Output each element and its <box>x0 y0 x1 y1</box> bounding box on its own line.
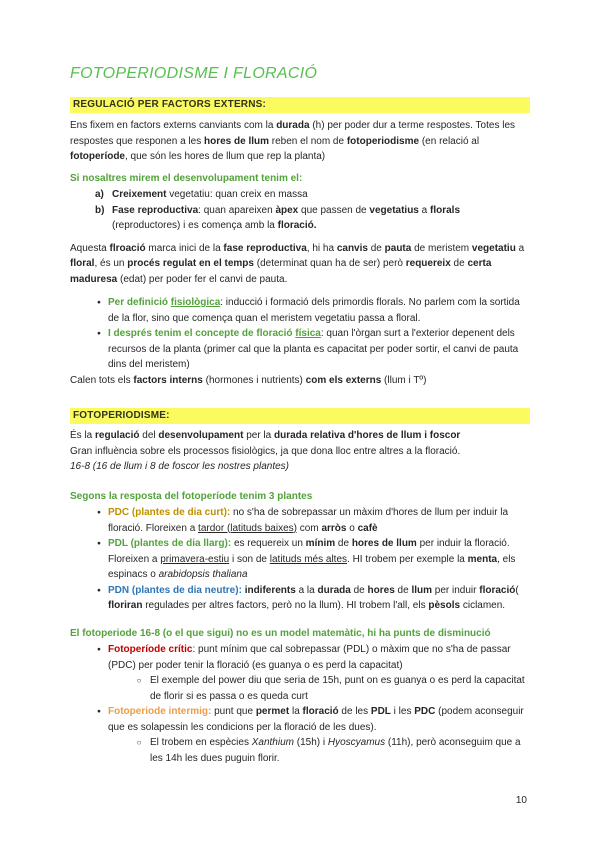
ordered-marker: b) <box>95 204 105 216</box>
bullet-icon <box>90 505 108 521</box>
section-heading-regulacio: REGULACIÓ PER FACTORS EXTERNS: <box>70 97 530 113</box>
bullet-list-definicions <box>70 295 530 373</box>
page-number: 10 <box>515 795 527 806</box>
paragraph-16-8: 16-8 (16 de llum i 8 de foscor les nostres plantes) <box>70 461 289 472</box>
ordered-list-desenvolupament <box>70 187 530 234</box>
bullet-icon <box>90 642 108 658</box>
list-item-pdc <box>70 505 530 536</box>
list-item <box>70 203 530 234</box>
paragraph-floracio: Aquesta flroació marca inici de la fase reproductiva, hi ha canvis de pauta de meristem vegetatiu a floral, és un procés regulat en el temps (determinat quan ha de ser) però requereix de certa maduresa (edat) per poder fer el canvi de pauta. <box>70 242 525 285</box>
list-item-text: Fotoperíode crític: punt mínim que cal sobrepassar (PDL) o màxim que no s'ha de passar (PDC) per poder tenir la floració (es guanya o es perd la capacitat) <box>108 644 511 671</box>
list-item <box>70 326 530 373</box>
list-item-text: PDN (plantes de dia neutre): indiferents a la durada de hores de llum per induir floració( floriran regulades per altres factors, però no la llum). HI trobem l'all, els pèsols ciclamen. <box>108 584 519 611</box>
list-item-text: PDC (plantes de dia curt): no s'ha de sobrepassar un màxim d'hores de llum per induir la floració. Floreixen a tardor (latituds baixes) com arròs o cafè <box>108 507 509 534</box>
list-item-text: PDL (plantes de dia llarg): es requereix un mínim de hores de llum per induir la floració. Floreixen a primavera-estiu i son de latituds més altes. HI trobem per exemple la menta, els espinacs o arabidopsis thaliana <box>108 538 516 580</box>
subheading-model-matematic: El fotoperiode 16-8 (o el que sigui) no es un model matemàtic, hi ha punts de disminució <box>70 627 491 639</box>
bullet-list-plantes <box>70 505 530 614</box>
section-heading-fotoperiodisme: FOTOPERIODISME: <box>70 408 530 424</box>
bullet-icon <box>90 704 108 720</box>
list-item-critic <box>70 642 530 673</box>
list-item <box>70 295 530 326</box>
circle-bullet-icon <box>128 673 150 689</box>
bullet-icon <box>90 326 108 342</box>
list-item-text: Fase reproductiva: quan apareixen àpex que passen de vegetatius a florals (reproductores) i es comença amb la floració. <box>112 204 461 231</box>
list-item-intermig <box>70 704 530 735</box>
list-item-pdn <box>70 583 530 614</box>
paragraph-calen: Calen tots els factors interns (hormones i nutrients) com els externs (llum i Tº) <box>70 374 427 386</box>
subheading-3-plantes: Segons la resposta del fotoperíode tenim 3 plantes <box>70 490 313 502</box>
list-item-pdl <box>70 536 530 583</box>
sub-list-item <box>70 735 530 766</box>
list-item-text: I després tenim el concepte de floració física: quan l'òrgan surt a l'exterior depenent dels recursos de la planta (primer cal que la planta es capacitat per poder sortir, el canvi de pauta dins del meristem) <box>108 328 519 370</box>
list-item-text: Fotoperiode intermig: punt que permet la floració de les PDL i les PDC (podem aconseguir que es solapessin les condicions per la floració de les dues). <box>108 706 524 733</box>
bullet-list-fotoperiodes <box>70 642 530 766</box>
sub-list-item <box>70 673 530 704</box>
circle-bullet-icon <box>128 735 150 751</box>
bullet-icon <box>90 536 108 552</box>
ordered-marker: a) <box>95 189 104 200</box>
page-title: FOTOPERIODISME I FLORACIÓ <box>70 65 318 82</box>
paragraph-influencia: Gran influència sobre els processos fisiològics, ja que dona lloc entre altres a la floració. <box>70 445 461 457</box>
subheading-desenvolupament: Si nosaltres mirem el desenvolupament tenim el: <box>70 172 303 184</box>
list-item-text: El trobem en espècies Xanthium (15h) i Hyoscyamus (11h), però aconseguim que a les 14h les dues puguin florir. <box>150 737 521 764</box>
list-item-text: Per definició fisiològica: inducció i formació dels primordis florals. No parlem com la sortida de la flor, sino que comença quan el meristem vegetatiu passa a floral. <box>108 297 520 324</box>
list-item-text: Creixement vegetatiu: quan creix en massa <box>112 189 308 200</box>
paragraph-intro: Ens fixem en factors externs canviants com la durada (h) per poder dur a terme respostes. Totes les respostes que responen a les hores de llum reben el nom de fotoperiodisme (en relació al fotoperíode, que són les hores de llum que rep la planta) <box>70 120 516 162</box>
bullet-icon <box>90 295 108 311</box>
list-item-text: El exemple del power diu que seria de 15h, punt on es guanya o es perd la capacitat de florir si es passa o es queda curt <box>150 675 525 702</box>
list-item <box>70 187 530 203</box>
bullet-icon <box>90 583 108 599</box>
paragraph-definicio: És la regulació del desenvolupament per la durada relativa d'hores de llum i foscor <box>70 430 461 441</box>
